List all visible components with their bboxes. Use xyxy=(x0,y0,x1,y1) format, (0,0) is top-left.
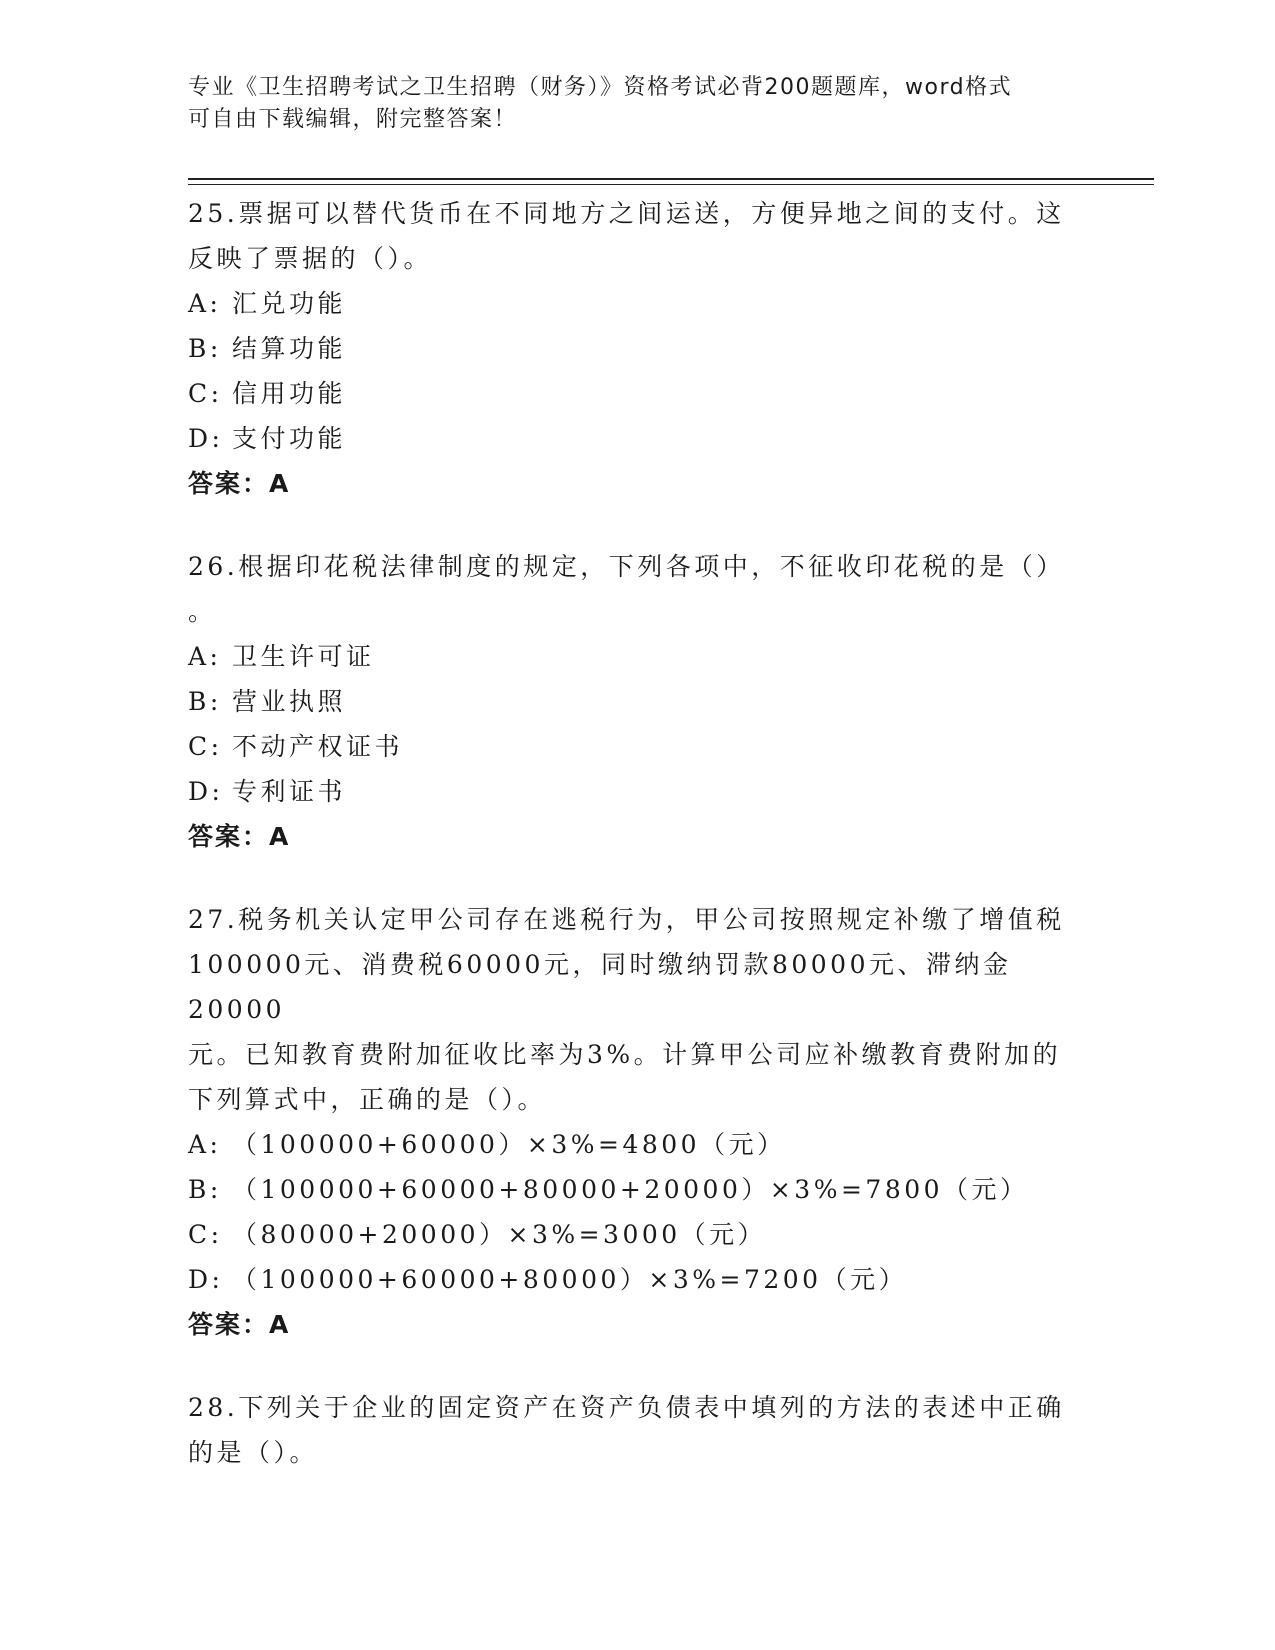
option-letter: D: xyxy=(188,777,224,806)
header-divider-thick xyxy=(188,178,1154,180)
question-stem-line: 27.税务机关认定甲公司存在逃税行为，甲公司按照规定补缴了增值税 xyxy=(188,905,1065,934)
question-stem-line: 100000元、消费税60000元，同时缴纳罚款80000元、滞纳金20000 xyxy=(188,950,1012,1024)
option-b xyxy=(188,326,1088,371)
question-27 xyxy=(188,897,1088,1347)
option-b xyxy=(188,1167,1088,1212)
option-text: 信用功能 xyxy=(232,379,347,408)
option-letter: B: xyxy=(188,1175,222,1204)
question-28 xyxy=(188,1385,1088,1475)
option-letter: B: xyxy=(188,687,222,716)
option-letter: A: xyxy=(188,642,222,671)
option-letter: D: xyxy=(188,1265,224,1294)
option-c xyxy=(188,724,1088,769)
answer-line: 答案：A xyxy=(188,469,291,498)
question-stem-line: 的是（）。 xyxy=(188,1438,319,1467)
question-stem-line: 下列算式中，正确的是（）。 xyxy=(188,1085,547,1114)
option-d xyxy=(188,1257,1088,1302)
header-divider-thin xyxy=(188,184,1154,185)
option-b xyxy=(188,679,1088,724)
option-text: 不动产权证书 xyxy=(232,732,404,761)
question-stem-line: 26.根据印花税法律制度的规定，下列各项中，不征收印花税的是（） xyxy=(188,552,1065,581)
option-d xyxy=(188,769,1088,814)
question-stem-line: 反映了票据的（）。 xyxy=(188,244,433,273)
option-letter: B: xyxy=(188,334,222,363)
option-letter: C: xyxy=(188,379,223,408)
option-text: 汇兑功能 xyxy=(232,289,347,318)
option-d xyxy=(188,416,1088,461)
option-c xyxy=(188,371,1088,416)
option-text: （100000+60000）×3%=4800（元） xyxy=(232,1130,786,1159)
document-header xyxy=(188,72,1068,136)
option-letter: A: xyxy=(188,1130,222,1159)
header-line-1: 专业《卫生招聘考试之卫生招聘（财务）》资格考试必背200题题库，word格式 xyxy=(188,75,1013,100)
option-text: （80000+20000）×3%=3000（元） xyxy=(232,1220,767,1249)
option-a xyxy=(188,634,1088,679)
option-text: 支付功能 xyxy=(232,424,347,453)
option-text: （100000+60000+80000）×3%=7200（元） xyxy=(232,1265,908,1294)
question-25 xyxy=(188,191,1088,506)
question-list xyxy=(188,191,1088,1513)
option-c xyxy=(188,1212,1088,1257)
question-stem-line: 25.票据可以替代货币在不同地方之间运送，方便异地之间的支付。这 xyxy=(188,199,1065,228)
option-text: 营业执照 xyxy=(232,687,347,716)
option-text: （100000+60000+80000+20000）×3%=7800（元） xyxy=(232,1175,1029,1204)
question-stem-line: 。 xyxy=(188,597,217,626)
header-line-2: 可自由下载编辑，附完整答案！ xyxy=(188,107,518,132)
option-text: 结算功能 xyxy=(232,334,347,363)
option-letter: A: xyxy=(188,289,222,318)
option-text: 专利证书 xyxy=(232,777,347,806)
option-text: 卫生许可证 xyxy=(232,642,375,671)
option-a xyxy=(188,1122,1088,1167)
question-26 xyxy=(188,544,1088,859)
answer-line: 答案：A xyxy=(188,1310,291,1339)
question-stem-line: 28.下列关于企业的固定资产在资产负债表中填列的方法的表述中正确 xyxy=(188,1393,1065,1422)
option-a xyxy=(188,281,1088,326)
question-stem-line: 元。已知教育费附加征收比率为3%。计算甲公司应补缴教育费附加的 xyxy=(188,1040,1062,1069)
option-letter: C: xyxy=(188,1220,223,1249)
option-letter: C: xyxy=(188,732,223,761)
answer-line: 答案：A xyxy=(188,822,291,851)
option-letter: D: xyxy=(188,424,224,453)
